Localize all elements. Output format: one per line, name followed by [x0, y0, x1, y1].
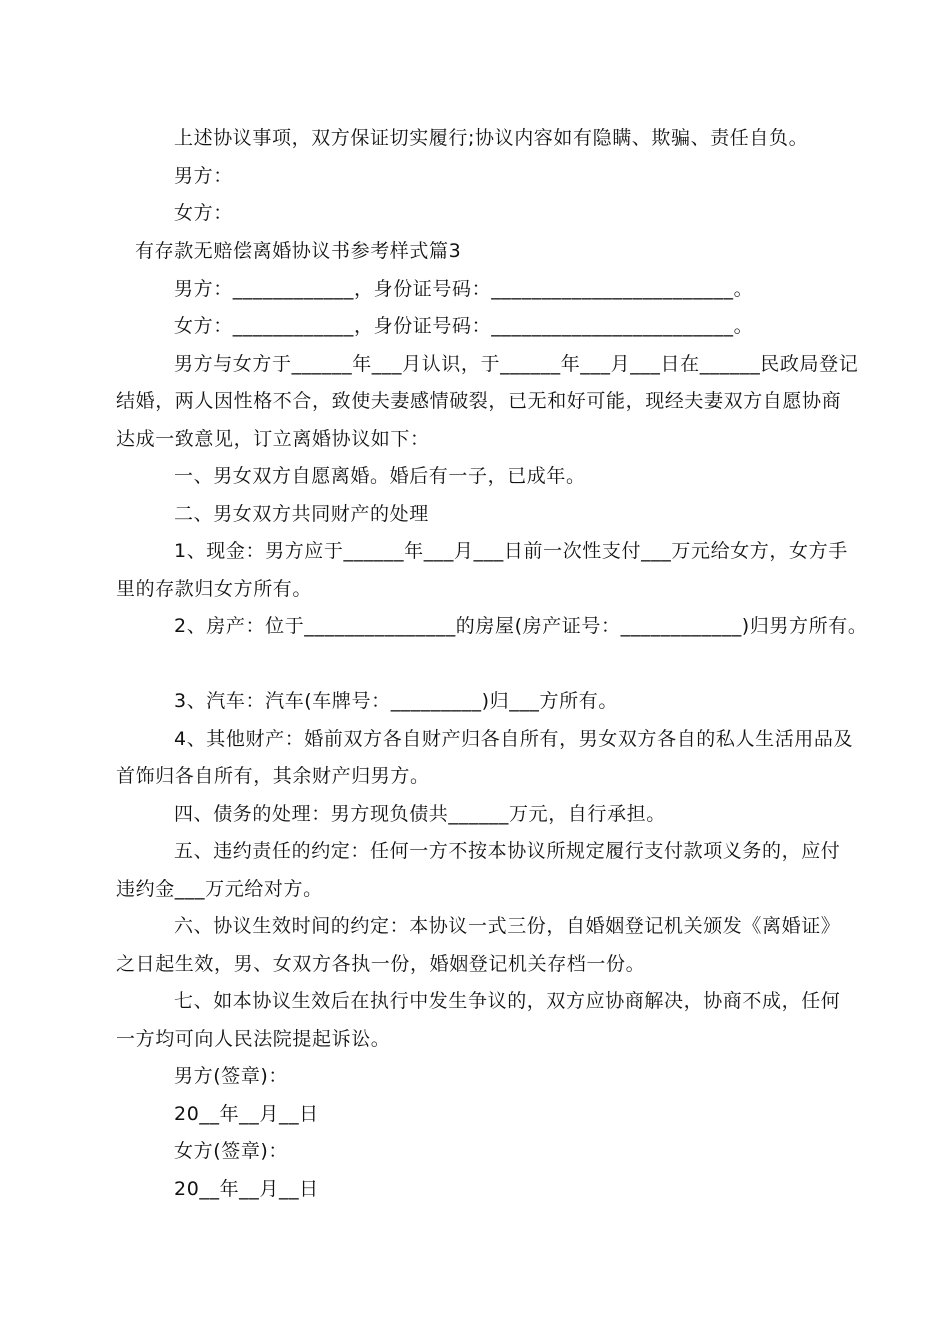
female-party-id-line: 女方：____________，身份证号码：________________________。 [174, 315, 754, 337]
breach-clause-line-2: 违约金___万元给对方。 [116, 878, 323, 900]
dispute-clause-line-2: 一方均可向人民法院提起诉讼。 [116, 1028, 391, 1050]
section-heading: 有存款无赔偿离婚协议书参考样式篇3 [135, 240, 462, 262]
closing-statement: 上述协议事项，双方保证切实履行;协议内容如有隐瞒、欺骗、责任自负。 [174, 127, 809, 149]
debt-clause: 四、债务的处理：男方现负债共______万元，自行承担。 [174, 803, 666, 825]
male-party-id-line: 男方：____________，身份证号码：________________________。 [174, 278, 754, 300]
effective-clause-line-2: 之日起生效，男、女双方各执一份，婚姻登记机关存档一份。 [116, 953, 646, 975]
male-party-label: 男方： [174, 165, 233, 187]
dispute-clause-line-1: 七、如本协议生效后在执行中发生争议的，双方应协商解决，协商不成，任何 [174, 990, 841, 1012]
clause-2-heading: 二、男女双方共同财产的处理 [174, 503, 429, 525]
effective-clause-line-1: 六、协议生效时间的约定：本协议一式三份，自婚姻登记机关颁发《离婚证》 [174, 915, 841, 937]
property-clause: 2、房产：位于_______________的房屋(房产证号：____________)归男方所有。 [174, 615, 868, 637]
breach-clause-line-1: 五、违约责任的约定：任何一方不按本协议所规定履行支付款项义务的，应付 [174, 840, 841, 862]
male-signature-date: 20__年__月__日 [174, 1103, 319, 1125]
cash-clause-line-1: 1、现金：男方应于______年___月___日前一次性支付___万元给女方，女方手 [174, 540, 848, 562]
clause-1: 一、男女双方自愿离婚。婚后有一子，已成年。 [174, 465, 586, 487]
car-clause: 3、汽车：汽车(车牌号：_________)归___方所有。 [174, 690, 618, 712]
female-signature-date: 20__年__月__日 [174, 1178, 319, 1200]
other-property-line-1: 4、其他财产：婚前双方各自财产归各自所有，男女双方各自的私人生活用品及 [174, 728, 854, 750]
female-signature-label: 女方(签章)： [174, 1140, 289, 1162]
other-property-line-2: 首饰归各自所有，其余财产归男方。 [116, 765, 430, 787]
intro-paragraph-line-1: 男方与女方于______年___月认识，于______年___月___日在______民政局登记 [174, 353, 859, 375]
cash-clause-line-2: 里的存款归女方所有。 [116, 578, 313, 600]
female-party-label: 女方： [174, 202, 233, 224]
intro-paragraph-line-3: 达成一致意见，订立离婚协议如下： [116, 428, 430, 450]
male-signature-label: 男方(签章)： [174, 1065, 289, 1087]
intro-paragraph-line-2: 结婚，两人因性格不合，致使夫妻感情破裂，已无和好可能，现经夫妻双方自愿协商 [116, 390, 842, 412]
